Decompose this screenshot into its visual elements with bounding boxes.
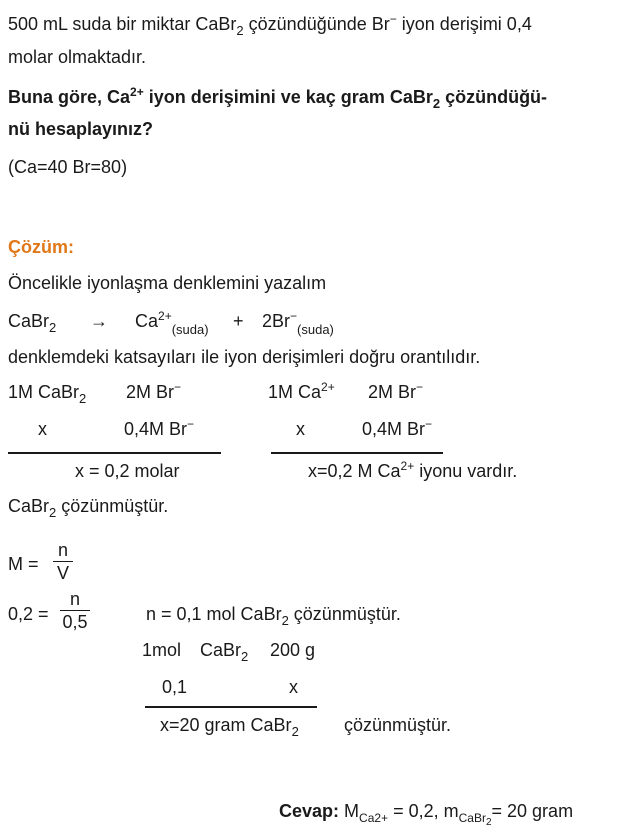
answer-line: Cevap: $M_{Ca2+} = 0,2$, $m_{CaBr_2}= 20$ gram <box>279 801 574 828</box>
calc-fraction <box>60 590 90 631</box>
mass-result: x=20 gram CaBr$_2$ <box>160 715 299 739</box>
left-row2-a: x <box>38 419 47 439</box>
question-line-3: Buna göre, $Ca^{2+}$ iyon derişimini ve kaç gram CaBr$_2$ çözündüğü- <box>8 85 548 111</box>
molarity-lhs: M = <box>8 554 39 574</box>
left-row1-b: 2M Br− <box>126 380 182 402</box>
question-line-4: nü hesaplayınız? <box>8 119 154 139</box>
calc-lhs: 0,2 = <box>8 604 49 624</box>
moles-line: n = 0,1 mol CaBr$_2$ çözünmüştür. <box>146 604 401 628</box>
atomic-masses: (Ca=40 Br=80) <box>8 157 128 177</box>
dissolved-line: CaBr$_2$ çözünmüştür. <box>8 496 169 520</box>
left-result: x = 0,2 molar <box>75 461 180 481</box>
solution-heading: Çözüm: <box>8 237 74 257</box>
mass-row2-a: 0,1 <box>162 677 188 697</box>
mass-result-suffix: çözünmüştür. <box>344 715 452 735</box>
eq-reactant: CaBr$_2$ <box>8 311 57 335</box>
fraction-bar <box>60 610 90 611</box>
question-line-2: molar olmaktadır. <box>8 47 147 67</box>
right-divider <box>271 452 443 454</box>
right-result: x=0,2 M $Ca^{2+}$ iyonu vardır. <box>308 459 518 481</box>
eq-plus: + <box>233 311 244 331</box>
molarity-denominator: V <box>56 563 69 584</box>
mass-row1-a: 1mol <box>142 640 182 660</box>
calc-numerator: n <box>69 589 80 609</box>
solution-intro: Öncelikle iyonlaşma denklemini yazalım <box>8 273 327 293</box>
right-row2-b: 0,4M Br− <box>362 417 433 439</box>
right-row1-a: 1M $Ca^{2+}$ <box>268 380 335 402</box>
eq-product-ca: $Ca^{2+}_{(suda)}$ <box>135 309 209 337</box>
molarity-numerator: n <box>57 540 68 560</box>
mass-row1-b: CaBr$_2$ <box>200 640 249 664</box>
left-divider <box>8 452 221 454</box>
right-row1-b: 2M Br− <box>368 380 424 402</box>
left-row2-b: 0,4M Br− <box>124 417 195 439</box>
eq-product-br: $2Br^-_{(suda)}$ <box>262 309 334 337</box>
left-row1-a: 1M CaBr$_2$ <box>8 382 87 406</box>
right-row2-a: x <box>296 419 305 439</box>
molarity-fraction <box>53 541 73 582</box>
question-line-1: 500 mL suda bir miktar CaBr$_2$ çözündüğünde Br− iyon derişimi 0,4 <box>8 12 532 38</box>
mass-divider <box>145 706 317 708</box>
calc-denominator: 0,5 <box>62 612 88 633</box>
fraction-bar <box>53 561 73 562</box>
eq-arrow: → <box>90 311 108 331</box>
proportion-note: denklemdeki katsayıları ile iyon derişimleri doğru orantılıdır. <box>8 347 481 367</box>
mass-row1-c: 200 g <box>270 640 316 660</box>
mass-row2-b: x <box>289 677 298 697</box>
